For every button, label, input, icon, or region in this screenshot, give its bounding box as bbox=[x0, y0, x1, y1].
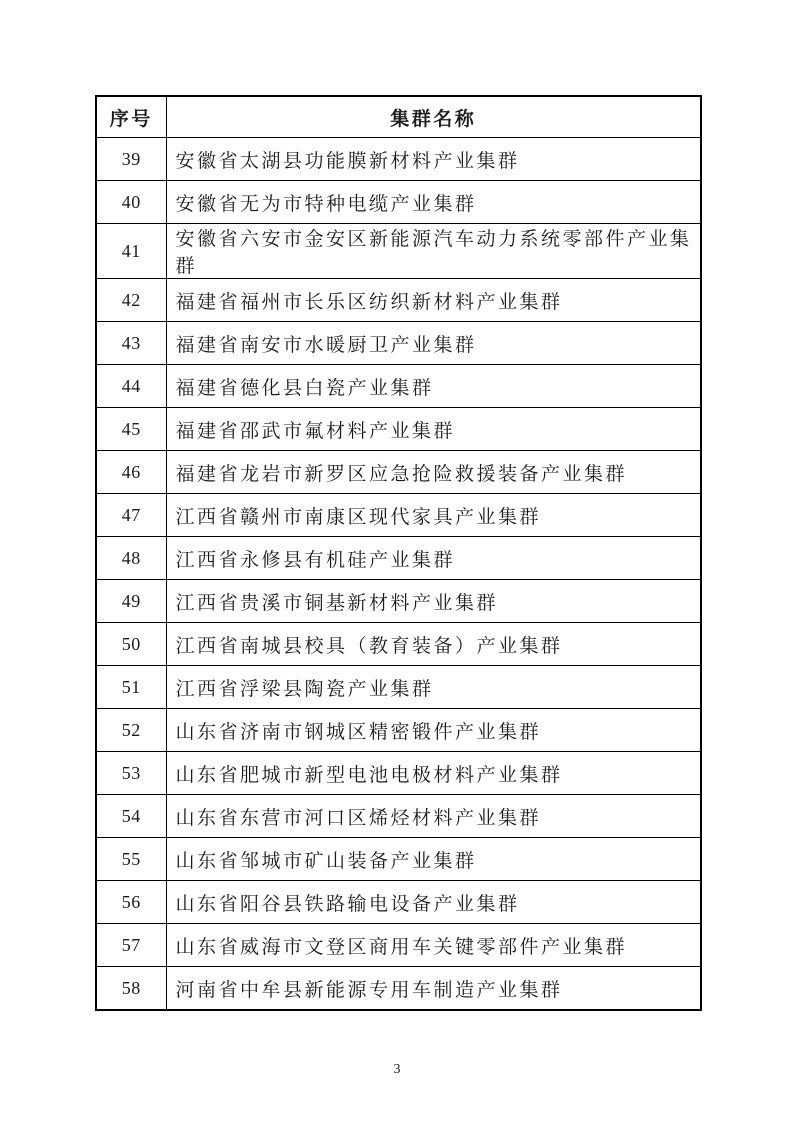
row-number: 52 bbox=[96, 709, 166, 752]
table-row bbox=[96, 279, 701, 322]
cluster-name: 江西省贵溪市铜基新材料产业集群 bbox=[166, 580, 701, 623]
table-row bbox=[96, 224, 701, 279]
cluster-name: 江西省赣州市南康区现代家具产业集群 bbox=[166, 494, 701, 537]
row-number: 47 bbox=[96, 494, 166, 537]
cluster-name: 福建省南安市水暖厨卫产业集群 bbox=[166, 322, 701, 365]
cluster-name: 河南省中牟县新能源专用车制造产业集群 bbox=[166, 967, 701, 1011]
table-row bbox=[96, 408, 701, 451]
row-number: 42 bbox=[96, 279, 166, 322]
row-number: 46 bbox=[96, 451, 166, 494]
cluster-name: 江西省浮梁县陶瓷产业集群 bbox=[166, 666, 701, 709]
table-row bbox=[96, 838, 701, 881]
cluster-name: 福建省邵武市氟材料产业集群 bbox=[166, 408, 701, 451]
page-number: 3 bbox=[393, 1062, 401, 1077]
row-number: 51 bbox=[96, 666, 166, 709]
table-row bbox=[96, 537, 701, 580]
row-number: 49 bbox=[96, 580, 166, 623]
table-row bbox=[96, 924, 701, 967]
row-number: 39 bbox=[96, 138, 166, 181]
table-row bbox=[96, 494, 701, 537]
table-row bbox=[96, 752, 701, 795]
cluster-name: 山东省邹城市矿山装备产业集群 bbox=[166, 838, 701, 881]
table-row bbox=[96, 322, 701, 365]
table-header-row bbox=[96, 96, 701, 138]
table-row bbox=[96, 881, 701, 924]
row-number: 41 bbox=[96, 224, 166, 279]
row-number: 58 bbox=[96, 967, 166, 1011]
cluster-name: 安徽省太湖县功能膜新材料产业集群 bbox=[166, 138, 701, 181]
cluster-name: 福建省福州市长乐区纺织新材料产业集群 bbox=[166, 279, 701, 322]
cluster-name: 安徽省六安市金安区新能源汽车动力系统零部件产业集群 bbox=[166, 224, 701, 279]
row-number: 50 bbox=[96, 623, 166, 666]
table-row bbox=[96, 451, 701, 494]
row-number: 48 bbox=[96, 537, 166, 580]
table-row bbox=[96, 181, 701, 224]
table-row bbox=[96, 580, 701, 623]
row-number: 54 bbox=[96, 795, 166, 838]
table-row bbox=[96, 138, 701, 181]
cluster-name: 山东省肥城市新型电池电极材料产业集群 bbox=[166, 752, 701, 795]
table-row bbox=[96, 795, 701, 838]
row-number: 56 bbox=[96, 881, 166, 924]
header-cluster-name: 集群名称 bbox=[166, 96, 701, 138]
cluster-name: 山东省威海市文登区商用车关键零部件产业集群 bbox=[166, 924, 701, 967]
cluster-name: 江西省南城县校具（教育装备）产业集群 bbox=[166, 623, 701, 666]
cluster-name: 福建省龙岩市新罗区应急抢险救援装备产业集群 bbox=[166, 451, 701, 494]
cluster-name: 山东省济南市钢城区精密锻件产业集群 bbox=[166, 709, 701, 752]
table-row bbox=[96, 365, 701, 408]
row-number: 45 bbox=[96, 408, 166, 451]
cluster-name: 江西省永修县有机硅产业集群 bbox=[166, 537, 701, 580]
table-row bbox=[96, 666, 701, 709]
cluster-name: 福建省德化县白瓷产业集群 bbox=[166, 365, 701, 408]
row-number: 53 bbox=[96, 752, 166, 795]
row-number: 40 bbox=[96, 181, 166, 224]
table-row bbox=[96, 709, 701, 752]
cluster-name: 山东省东营市河口区烯烃材料产业集群 bbox=[166, 795, 701, 838]
row-number: 44 bbox=[96, 365, 166, 408]
table-row bbox=[96, 967, 701, 1011]
row-number: 43 bbox=[96, 322, 166, 365]
cluster-name: 山东省阳谷县铁路输电设备产业集群 bbox=[166, 881, 701, 924]
header-serial-number: 序号 bbox=[96, 96, 166, 138]
row-number: 55 bbox=[96, 838, 166, 881]
cluster-table bbox=[95, 95, 702, 1011]
table-row bbox=[96, 623, 701, 666]
cluster-name: 安徽省无为市特种电缆产业集群 bbox=[166, 181, 701, 224]
row-number: 57 bbox=[96, 924, 166, 967]
